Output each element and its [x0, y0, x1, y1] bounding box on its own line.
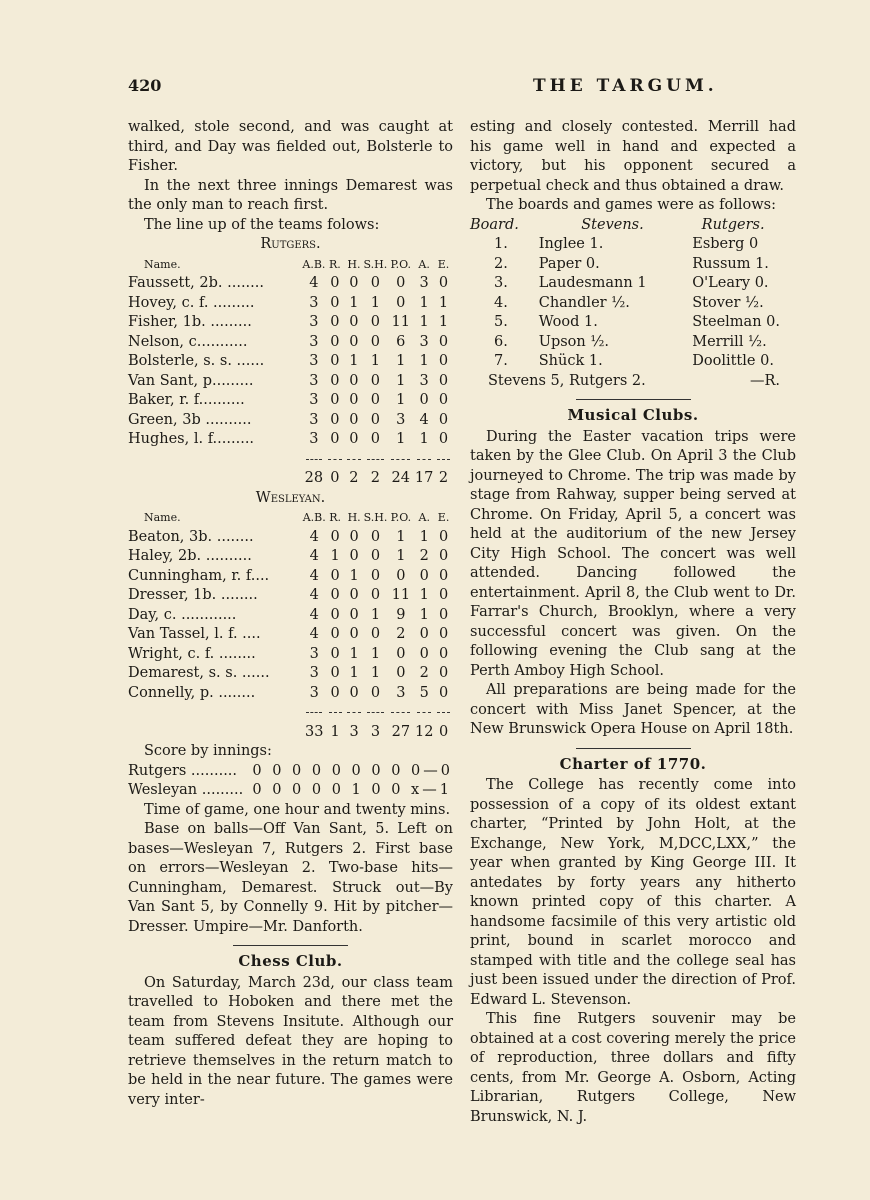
stat-cell: 0: [438, 665, 449, 681]
player-row: [128, 430, 453, 450]
board-number: 6.: [494, 333, 508, 350]
stat-cell: 6: [396, 333, 406, 350]
board-row: [470, 294, 780, 314]
chess-total: Stevens 5, Rutgers 2.: [488, 372, 646, 389]
stat-cell: 1: [370, 665, 381, 681]
column-header: Name.: [144, 511, 181, 524]
board-row: [470, 274, 780, 294]
stat-cell: 3: [309, 314, 319, 330]
player-name: Dresser, 1b. ........: [128, 587, 258, 603]
totals-divider: [128, 450, 453, 470]
stat-cell: 1: [396, 372, 406, 389]
board-row: [470, 235, 780, 255]
stat-cell: 0: [330, 567, 340, 584]
totals-divider: [128, 703, 453, 723]
rutgers-box-score: [128, 255, 453, 489]
stevens-player: Inglee 1.: [538, 236, 604, 252]
stat-cell: 0: [438, 548, 449, 564]
stat-cell: 11: [391, 587, 411, 603]
stat-cell: 0: [370, 431, 380, 447]
total-cell: 2: [349, 470, 359, 486]
player-row: [128, 372, 453, 392]
player-row: [128, 684, 453, 704]
stat-cell: 1: [419, 431, 429, 447]
stat-cell: 1: [419, 528, 429, 545]
board-number: 2.: [494, 255, 508, 272]
stat-cell: 0: [330, 392, 340, 408]
team-name: Wesleyan .........: [128, 782, 244, 798]
stat-cell: 0: [349, 548, 359, 564]
rutgers-player: Stover ½.: [692, 294, 764, 311]
stat-cell: 11: [391, 314, 410, 330]
stat-cell: 0: [370, 333, 380, 350]
stat-cell: 0: [330, 528, 340, 545]
dash-cell: [344, 450, 363, 470]
stevens-player: Paper 0.: [538, 255, 600, 272]
player-name: Connelly, p. ........: [128, 684, 256, 701]
stat-cell: 0: [438, 275, 449, 291]
stat-cell: 1: [419, 294, 429, 311]
right-column: [470, 118, 796, 1127]
total-cell: 27: [391, 723, 411, 740]
stat-cell: 4: [309, 567, 319, 584]
stat-cell: 0: [349, 684, 359, 701]
paragraph: On Saturday, March 23d, our class team travelled to Hoboken and there met the team from Stevens Insitute. Although our team suffered defeat they are hoping to retrieve themselves in the return match to be held in the near future. The games were very inter-: [128, 974, 453, 1108]
page-number: 420: [128, 76, 162, 95]
rutgers-player: Esberg 0: [692, 236, 759, 252]
player-name: Fisher, 1b. .........: [128, 314, 252, 330]
rutgers-player: Steelman 0.: [692, 314, 780, 330]
stat-cell: 0: [438, 626, 449, 642]
team-name: Rutgers ..........: [128, 762, 238, 779]
stat-cell: 3: [396, 411, 406, 428]
total-cell: 28: [304, 470, 324, 486]
total-cell: 3: [370, 723, 381, 740]
stat-cell: 0: [370, 548, 381, 564]
stat-cell: 1: [349, 294, 359, 311]
stat-cell: 3: [309, 684, 319, 701]
stat-cell: 0: [370, 392, 380, 408]
stat-cell: 1: [370, 353, 380, 369]
total-cell: 3: [349, 723, 359, 740]
player-name: Green, 3b ..........: [128, 411, 252, 428]
stat-cell: 0: [438, 684, 449, 701]
box-score-header-row: [128, 255, 453, 275]
stat-cell: 0: [370, 411, 380, 428]
player-name: Beaton, 3b. ........: [128, 528, 254, 545]
player-row: [128, 274, 453, 294]
stat-cell: 0: [349, 431, 359, 447]
stat-cell: 0: [370, 626, 381, 642]
stat-cell: 0: [396, 567, 406, 584]
stat-cell: 1: [396, 392, 406, 408]
column-header: E.: [437, 257, 450, 271]
stat-cell: 3: [419, 333, 429, 350]
column-header: H.: [347, 257, 361, 271]
chess-result-line: [470, 372, 780, 392]
board-number: 1.: [494, 236, 508, 252]
stat-cell: 1: [349, 665, 359, 681]
player-name: Van Sant, p.........: [128, 372, 254, 389]
stat-cell: 1: [396, 353, 406, 369]
stat-cell: 0: [330, 606, 340, 623]
stat-cell: 0: [370, 314, 380, 330]
stat-cell: 0: [349, 626, 359, 642]
stat-cell: 3: [309, 665, 319, 681]
board-number: 7.: [494, 353, 508, 369]
total-cell: 0: [438, 723, 449, 740]
column-header: Board.: [470, 216, 519, 233]
rutgers-player: Merrill ½.: [692, 333, 767, 350]
stat-cell: 9: [396, 606, 406, 623]
stevens-player: Chandler ½.: [538, 294, 630, 311]
stat-cell: 0: [370, 587, 381, 603]
stevens-player: Upson ½.: [538, 333, 610, 350]
stat-cell: 0: [396, 665, 406, 681]
stat-cell: 3: [419, 372, 429, 389]
stat-cell: 0: [330, 411, 340, 428]
stat-cell: 0: [370, 684, 381, 701]
column-header: S.H.: [363, 511, 388, 524]
stevens-player: Wood 1.: [538, 314, 598, 330]
stat-cell: 2: [396, 626, 406, 642]
stat-cell: 0: [438, 645, 449, 662]
column-header: H.: [347, 511, 361, 524]
stat-cell: 0: [438, 528, 449, 545]
paragraph: The boards and games were as follows:: [486, 197, 776, 213]
dash-cell: [387, 703, 414, 723]
stat-cell: 3: [309, 294, 319, 311]
stat-cell: 2: [419, 665, 429, 681]
paragraph: This fine Rutgers souvenir may be obtained at a cost covering merely the price of reproduction, three dollars and fifty cents, from Mr. George A. Osborn, Acting Librarian, Rutgers College, New Brunswick, N. J.: [470, 1011, 796, 1125]
stat-cell: 0: [370, 528, 381, 545]
dash-cell: [363, 450, 387, 470]
stat-cell: 0: [396, 645, 406, 662]
player-name: Wright, c. f. ........: [128, 645, 256, 662]
column-header: R.: [329, 257, 341, 271]
totals-row: [128, 469, 453, 489]
wesleyan-heading: Wesleyan.: [255, 489, 326, 506]
stat-cell: 0: [349, 587, 359, 603]
column-header: P.O.: [390, 511, 412, 524]
charter-heading: Charter of 1770.: [559, 754, 707, 773]
stat-cell: 3: [396, 684, 406, 701]
stat-cell: 0: [438, 392, 449, 408]
stat-cell: 3: [309, 353, 319, 369]
score-row: [128, 781, 453, 801]
player-row: [128, 352, 453, 372]
stat-cell: 0: [370, 567, 381, 584]
signature: —R.: [749, 372, 780, 389]
dash-cell: [326, 703, 345, 723]
dash-cell: [387, 450, 414, 470]
dash-cell: [345, 703, 364, 723]
journal-title: THE TARGUM.: [533, 76, 718, 96]
paragraph: The line up of the teams folows:: [144, 216, 380, 233]
stat-cell: 2: [419, 548, 429, 564]
stat-cell: 0: [370, 372, 380, 389]
paragraph: The College has recently come into possession of a copy of its oldest extant charter, “Printed by John Holt, at the Exchange, New York, M,DCC,LXX,” the year when granted by King George III. It antedates by forty years any hitherto known printed copy of this charter. A handsome facsimile of this very artistic old print, bound in scarlet morocco and stamped with title and the college seal has just been issued under the direction of Prof. Edward L. Stevenson.: [470, 777, 796, 1008]
musical-clubs-heading: Musical Clubs.: [567, 406, 699, 424]
stat-cell: 1: [370, 606, 381, 623]
stat-cell: 1: [419, 353, 429, 369]
player-row: [128, 645, 453, 665]
game-summary: Base on balls—Off Van Sant, 5. Left on bases—Wesleyan 7, Rutgers 2. First base on errors—Wesleyan 2. Two-base hits—Cunningham, Demarest. Struck out—By Van Sant 5, by Connelly 9. Hit by pitcher—Dresser. Umpire—Mr. Danforth.: [128, 821, 453, 935]
stat-cell: 0: [330, 314, 340, 330]
total-cell: 33: [304, 723, 324, 740]
column-header: A.: [418, 257, 430, 271]
inning-scores: 0 0 0 0 0 1 0 0 x—1: [252, 782, 452, 798]
stat-cell: 4: [309, 528, 319, 545]
score-row: [128, 762, 453, 782]
player-name: Hovey, c. f. .........: [128, 294, 255, 311]
stat-cell: 0: [419, 626, 429, 642]
player-name: Nelson, c...........: [128, 333, 248, 350]
stat-cell: 0: [419, 645, 429, 662]
rutgers-player: Doolittle 0.: [692, 353, 774, 369]
stat-cell: 1: [438, 294, 449, 311]
column-header: E.: [437, 511, 450, 524]
box-score-header-row: [128, 508, 453, 528]
paragraph: In the next three innings Demarest was the only man to reach first.: [128, 177, 453, 213]
stat-cell: 3: [309, 411, 319, 428]
total-cell: 1: [330, 723, 340, 740]
player-row: [128, 606, 453, 626]
stat-cell: 1: [370, 294, 380, 311]
stat-cell: 1: [396, 431, 406, 447]
stat-cell: 5: [419, 684, 429, 701]
stat-cell: 1: [370, 645, 381, 662]
stat-cell: 3: [309, 645, 319, 662]
player-row: [128, 664, 453, 684]
stat-cell: 4: [419, 411, 429, 428]
stat-cell: 0: [330, 333, 340, 350]
stevens-player: Laudesmann 1: [538, 275, 647, 291]
stat-cell: 0: [330, 587, 340, 603]
player-row: [128, 547, 453, 567]
player-row: [128, 528, 453, 548]
total-cell: 2: [438, 470, 449, 486]
player-row: [128, 333, 453, 353]
chess-boards-table: [470, 216, 780, 372]
stat-cell: 3: [419, 275, 429, 291]
stat-cell: 0: [349, 528, 359, 545]
rutgers-player: Russum 1.: [692, 255, 769, 272]
stat-cell: 1: [349, 567, 359, 584]
stat-cell: 4: [309, 275, 319, 291]
stat-cell: 3: [309, 333, 319, 350]
stevens-player: Shück 1.: [538, 353, 603, 369]
rutgers-player: O'Leary 0.: [692, 275, 769, 291]
player-name: Faussett, 2b. ........: [128, 275, 264, 291]
dash-cell: [303, 703, 326, 723]
dash-cell: [434, 450, 453, 470]
stat-cell: 0: [349, 314, 359, 330]
stat-cell: 0: [438, 372, 449, 389]
rutgers-heading: Rutgers.: [260, 236, 321, 252]
player-row: [128, 391, 453, 411]
stat-cell: 0: [370, 275, 380, 291]
player-row: [128, 586, 453, 606]
stat-cell: 3: [309, 431, 319, 447]
stat-cell: 0: [330, 353, 340, 369]
stat-cell: 1: [419, 606, 429, 623]
stat-cell: 0: [349, 392, 359, 408]
total-cell: 24: [391, 470, 410, 486]
stat-cell: 0: [419, 567, 429, 584]
stat-cell: 1: [438, 314, 449, 330]
dash-cell: [325, 450, 344, 470]
player-name: Cunningham, r. f....: [128, 567, 270, 584]
totals-row: [128, 723, 453, 743]
stat-cell: 0: [349, 606, 359, 623]
stat-cell: 1: [419, 587, 429, 603]
stat-cell: 3: [309, 372, 319, 389]
stat-cell: 4: [309, 587, 319, 603]
board-number: 4.: [494, 294, 508, 311]
player-row: [128, 411, 453, 431]
stat-cell: 0: [330, 684, 340, 701]
stat-cell: 0: [438, 333, 449, 350]
stat-cell: 0: [438, 606, 449, 623]
stat-cell: 0: [330, 294, 340, 311]
section-divider: [576, 399, 691, 400]
stat-cell: 0: [438, 411, 449, 428]
score-by-innings: [128, 762, 453, 801]
board-number: 3.: [494, 275, 508, 291]
column-header: Rutgers.: [701, 216, 765, 233]
stat-cell: 0: [419, 392, 429, 408]
dash-cell: [302, 450, 325, 470]
paragraph: walked, stole second, and was caught at third, and Day was fielded out, Bolsterle to Fisher.: [128, 119, 453, 174]
column-header: A.B.: [302, 257, 326, 271]
total-cell: 12: [415, 723, 434, 740]
stat-cell: 4: [309, 548, 319, 564]
chess-club-heading: Chess Club.: [238, 952, 343, 970]
dash-cell: [434, 703, 453, 723]
player-row: [128, 625, 453, 645]
stat-cell: 4: [309, 606, 319, 623]
stat-cell: 0: [396, 294, 406, 311]
stat-cell: 1: [396, 548, 406, 564]
left-column: [128, 118, 453, 1110]
player-name: Haley, 2b. ..........: [128, 548, 252, 564]
stat-cell: 1: [330, 548, 340, 564]
player-name: Hughes, l. f.........: [128, 431, 255, 447]
stat-cell: 1: [349, 645, 359, 662]
stat-cell: 0: [349, 333, 359, 350]
column-header: R.: [329, 511, 342, 524]
stat-cell: 0: [438, 431, 449, 447]
stat-cell: 0: [349, 372, 359, 389]
stat-cell: 0: [349, 275, 359, 291]
stat-cell: 4: [309, 626, 319, 642]
column-header: A.: [418, 511, 430, 524]
column-header: Name.: [144, 257, 181, 271]
stat-cell: 1: [396, 528, 406, 545]
stat-cell: 3: [309, 392, 319, 408]
section-divider: [233, 945, 348, 946]
board-row: [470, 333, 780, 353]
stat-cell: 0: [330, 645, 340, 662]
paragraph: esting and closely contested. Merrill had his game well in hand and expected a victory, but his opponent secured a perpetual check and thus obtained a draw.: [470, 119, 796, 194]
time-of-game: Time of game, one hour and twenty mins.: [144, 801, 451, 818]
dash-cell: [414, 703, 434, 723]
player-name: Day, c. ............: [128, 606, 237, 623]
stat-cell: 0: [330, 275, 340, 291]
player-name: Bolsterle, s. s. ......: [128, 353, 265, 369]
column-header: S.H.: [363, 257, 388, 271]
board-row: [470, 313, 780, 333]
section-divider: [576, 748, 691, 749]
stat-cell: 0: [330, 431, 340, 447]
stat-cell: 0: [330, 372, 340, 389]
stat-cell: 0: [330, 626, 340, 642]
running-header: [128, 76, 778, 98]
stat-cell: 0: [438, 587, 449, 603]
board-number: 5.: [494, 314, 508, 330]
dash-cell: [414, 450, 434, 470]
player-name: Demarest, s. s. ......: [128, 665, 270, 681]
inning-scores: 0 0 0 0 0 0 0 0 0—0: [252, 762, 453, 779]
paragraph: All preparations are being made for the concert with Miss Janet Spencer, at the New Brunswick Opera House on April 18th.: [470, 682, 796, 737]
total-cell: 17: [414, 470, 434, 486]
paragraph: During the Easter vacation trips were taken by the Glee Club. On April 3 the Club journeyed to Chrome. The trip was made by stage from Rahway, supper being served at Chrome. On Friday, April 5, a concert was held at the auditorium of the new Jersey City High School. The concert was well attended. Dancing followed the entertainment. April 8, the Club went to Dr. Farrar's Church, Brooklyn, where a very successful concert was given. On the following evening the Club sang at the Perth Amboy High School.: [470, 428, 796, 679]
stat-cell: 0: [349, 411, 359, 428]
board-row: [470, 255, 780, 275]
column-header: Stevens.: [581, 216, 644, 233]
player-row: [128, 567, 453, 587]
stat-cell: 0: [438, 353, 449, 369]
stat-cell: 0: [330, 665, 340, 681]
stat-cell: 1: [349, 353, 359, 369]
total-cell: 0: [330, 470, 340, 486]
player-row: [128, 313, 453, 333]
stat-cell: 1: [419, 314, 429, 330]
score-heading: Score by innings:: [144, 743, 272, 759]
stat-cell: 0: [438, 567, 449, 584]
board-row: [470, 352, 780, 372]
column-header: A.B.: [302, 511, 326, 524]
player-name: Van Tassel, l. f. ....: [128, 626, 261, 642]
dash-cell: [364, 703, 388, 723]
total-cell: 2: [370, 470, 380, 486]
stat-cell: 0: [396, 275, 406, 291]
column-header: P.O.: [390, 257, 411, 271]
player-name: Baker, r. f..........: [128, 392, 245, 408]
player-row: [128, 294, 453, 314]
wesleyan-box-score: [128, 508, 453, 742]
